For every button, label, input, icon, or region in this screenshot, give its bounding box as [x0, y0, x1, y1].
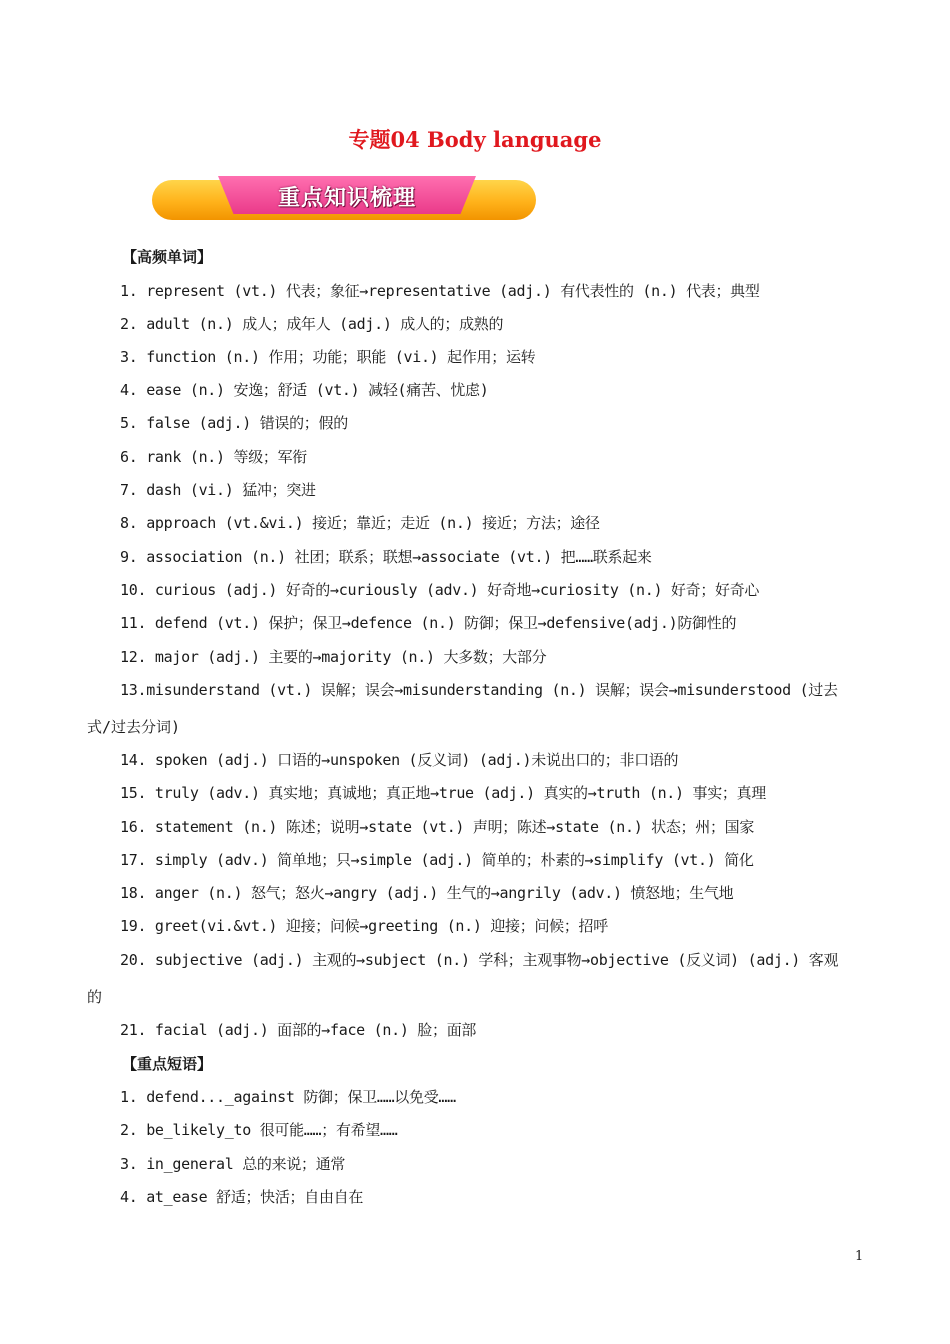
section-heading-words: 【高频单词】 [122, 248, 213, 266]
word-item: 6. rank (n.) 等级；军衔 [120, 448, 308, 466]
section-banner [152, 176, 536, 222]
word-item: 3. function (n.) 作用；功能；职能 (vi.) 起作用；运转 [120, 348, 536, 366]
word-item: 19. greet(vi.&vt.) 迎接；问候→greeting (n.) 迎接；问候；招呼 [120, 917, 608, 935]
word-item-continuation: 式/过去分词) [87, 718, 181, 736]
section-heading-phrases: 【重点短语】 [122, 1055, 213, 1073]
word-item-continuation: 的 [87, 988, 103, 1006]
word-item: 9. association (n.) 社团；联系；联想→associate (vt.) 把……联系起来 [120, 548, 652, 566]
page-title: 专题04 Body language [348, 127, 602, 152]
word-item: 16. statement (n.) 陈述；说明→state (vt.) 声明；陈述→state (n.) 状态；州；国家 [120, 818, 755, 836]
word-item: 7. dash (vi.) 猛冲；突进 [120, 481, 316, 499]
phrase-item: 3. in_general 总的来说；通常 [120, 1155, 346, 1173]
word-item: 12. major (adj.) 主要的→majority (n.) 大多数；大部分 [120, 648, 547, 666]
phrase-item: 2. be_likely_to 很可能……；有希望…… [120, 1121, 398, 1139]
word-item: 13.misunderstand (vt.) 误解；误会→misunderstanding (n.) 误解；误会→misunderstood (过去 [120, 681, 838, 699]
word-item: 14. spoken (adj.) 口语的→unspoken (反义词) (adj.)未说出口的；非口语的 [120, 751, 679, 769]
page-number: 1 [855, 1249, 864, 1264]
word-item: 20. subjective (adj.) 主观的→subject (n.) 学科；主观事物→objective (反义词) (adj.) 客观 [120, 951, 839, 969]
word-item: 11. defend (vt.) 保护；保卫→defence (n.) 防御；保卫→defensive(adj.)防御性的 [120, 614, 737, 632]
word-item: 5. false (adj.) 错误的；假的 [120, 414, 348, 432]
word-item: 8. approach (vt.&vi.) 接近；靠近；走近 (n.) 接近；方法；途径 [120, 514, 600, 532]
word-item: 15. truly (adv.) 真实地；真诚地；真正地→true (adj.) 真实的→truth (n.) 事实；真理 [120, 784, 766, 802]
word-item: 21. facial (adj.) 面部的→face (n.) 脸；面部 [120, 1021, 477, 1039]
phrase-item: 4. at_ease 舒适；快活；自由自在 [120, 1188, 364, 1206]
word-item: 4. ease (n.) 安逸；舒适 (vt.) 减轻(痛苦、忧虑) [120, 381, 489, 399]
word-item: 18. anger (n.) 怒气；怒火→angry (adj.) 生气的→angrily (adv.) 愤怒地；生气地 [120, 884, 734, 902]
word-item: 17. simply (adv.) 简单地；只→simple (adj.) 简单的；朴素的→simplify (vt.) 简化 [120, 851, 754, 869]
word-item: 1. represent (vt.) 代表；象征→representative (adj.) 有代表性的 (n.) 代表；典型 [120, 282, 760, 300]
word-item: 2. adult (n.) 成人；成年人 (adj.) 成人的；成熟的 [120, 315, 504, 333]
phrase-item: 1. defend..._against 防御；保卫……以免受…… [120, 1088, 456, 1106]
banner-text: 重点知识梳理 [277, 186, 416, 211]
word-item: 10. curious (adj.) 好奇的→curiously (adv.) 好奇地→curiosity (n.) 好奇；好奇心 [120, 581, 760, 599]
